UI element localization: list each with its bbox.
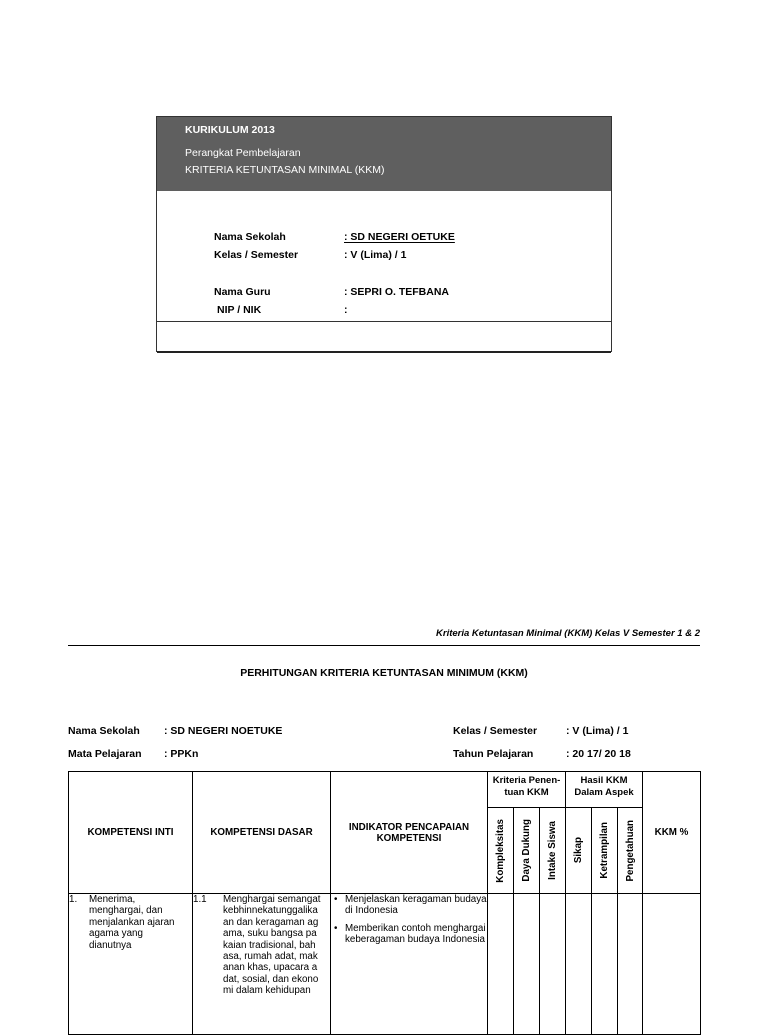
header-kriteria-group: Kriteria Penen-tuan KKM — [488, 772, 566, 808]
class-value: : V (Lima) / 1 — [566, 725, 629, 737]
header-text: Pengetahuan — [624, 819, 636, 882]
header-hasil-group: Hasil KKM Dalam Aspek — [566, 772, 643, 808]
ki-text: Menerima, menghargai, dan menjalankan ajaran agama yang dianutnya — [89, 894, 175, 951]
field-value: : SD NEGERI OETUKE — [344, 231, 455, 243]
cell-daya-dukung — [514, 894, 540, 1035]
list-item: • Memberikan contoh menghargai keberagaman budaya Indonesia — [345, 923, 487, 946]
school-value: : SD NEGERI NOETUKE — [164, 725, 283, 737]
cell-intake-siswa — [540, 894, 566, 1035]
kd-text: Menghargai semangat kebhinnekatunggalikaan dan keragaman agama, suku bangsa pakaian tradisional, bahasa, rumah adat, makanan khas, upacara adat, sosial, dan ekonomi dalam kehidupan — [223, 894, 321, 997]
field-value: : V (Lima) / 1 — [344, 249, 407, 261]
cover-header — [157, 117, 611, 191]
cell-kompetensi-inti — [69, 894, 193, 1035]
subject-value: : PPKn — [164, 748, 199, 760]
header-kkm: KKM % — [643, 772, 701, 894]
header-daya-dukung — [514, 808, 540, 894]
field-label: Nama Guru — [214, 286, 271, 298]
cover-divider — [157, 321, 611, 322]
ki-number: 1. — [69, 894, 78, 905]
cover-box — [156, 116, 612, 352]
header-pengetahuan — [618, 808, 643, 894]
cell-sikap — [566, 894, 592, 1035]
header-indikator: INDIKATOR PENCAPAIAN KOMPETENSI — [331, 772, 488, 894]
header-text: Intake Siswa — [547, 821, 558, 880]
field-value: : SEPRI O. TEFBANA — [344, 286, 450, 298]
header-rule — [68, 645, 700, 646]
list-item: • Menjelaskan keragaman budaya di Indonesia — [345, 894, 487, 917]
field-label: Nama Sekolah — [214, 231, 286, 243]
year-label: Tahun Pelajaran — [453, 748, 534, 760]
kkm-table — [68, 771, 701, 1035]
header-ketrampilan — [592, 808, 618, 894]
running-head: Kriteria Ketuntasan Minimal (KKM) Kelas V Semester 1 & 2 — [436, 628, 700, 639]
cell-kompetensi-dasar — [193, 894, 331, 1035]
header-intake-siswa — [540, 808, 566, 894]
header-kompetensi-dasar: KOMPETENSI DASAR — [193, 772, 331, 894]
field-value: : — [344, 304, 348, 316]
cell-indikator — [331, 894, 488, 1035]
header-text: Daya Dukung — [521, 819, 532, 882]
cover-bottom-rule — [157, 351, 611, 353]
class-label: Kelas / Semester — [453, 725, 538, 737]
cell-kompleksitas — [488, 894, 514, 1035]
school-label: Nama Sekolah — [68, 725, 140, 737]
kd-number: 1.1 — [193, 894, 207, 905]
year-value: : 20 17/ 20 18 — [566, 748, 631, 760]
field-label: Kelas / Semester — [214, 249, 299, 261]
field-label: NIP / NIK — [217, 304, 262, 316]
header-text: Kompleksitas — [495, 818, 506, 883]
cover-subtitle: Perangkat Pembelajaran — [185, 147, 301, 159]
document-title: PERHITUNGAN KRITERIA KETUNTASAN MINIMUM (KKM) — [240, 667, 528, 679]
curriculum-label: KURIKULUM 2013 — [185, 124, 275, 136]
table-row — [69, 894, 701, 1035]
indikator-list — [331, 894, 487, 946]
header-text: Sikap — [573, 837, 585, 864]
cell-ketrampilan — [592, 894, 618, 1035]
header-sikap — [566, 808, 592, 894]
header-kompleksitas — [488, 808, 514, 894]
cell-pengetahuan — [618, 894, 643, 1035]
header-kompetensi-inti: KOMPETENSI INTI — [69, 772, 193, 894]
subject-label: Mata Pelajaran — [68, 748, 142, 760]
cell-kkm — [643, 894, 701, 1035]
cover-title: KRITERIA KETUNTASAN MINIMAL (KKM) — [185, 164, 385, 176]
header-text: Ketrampilan — [599, 822, 611, 879]
